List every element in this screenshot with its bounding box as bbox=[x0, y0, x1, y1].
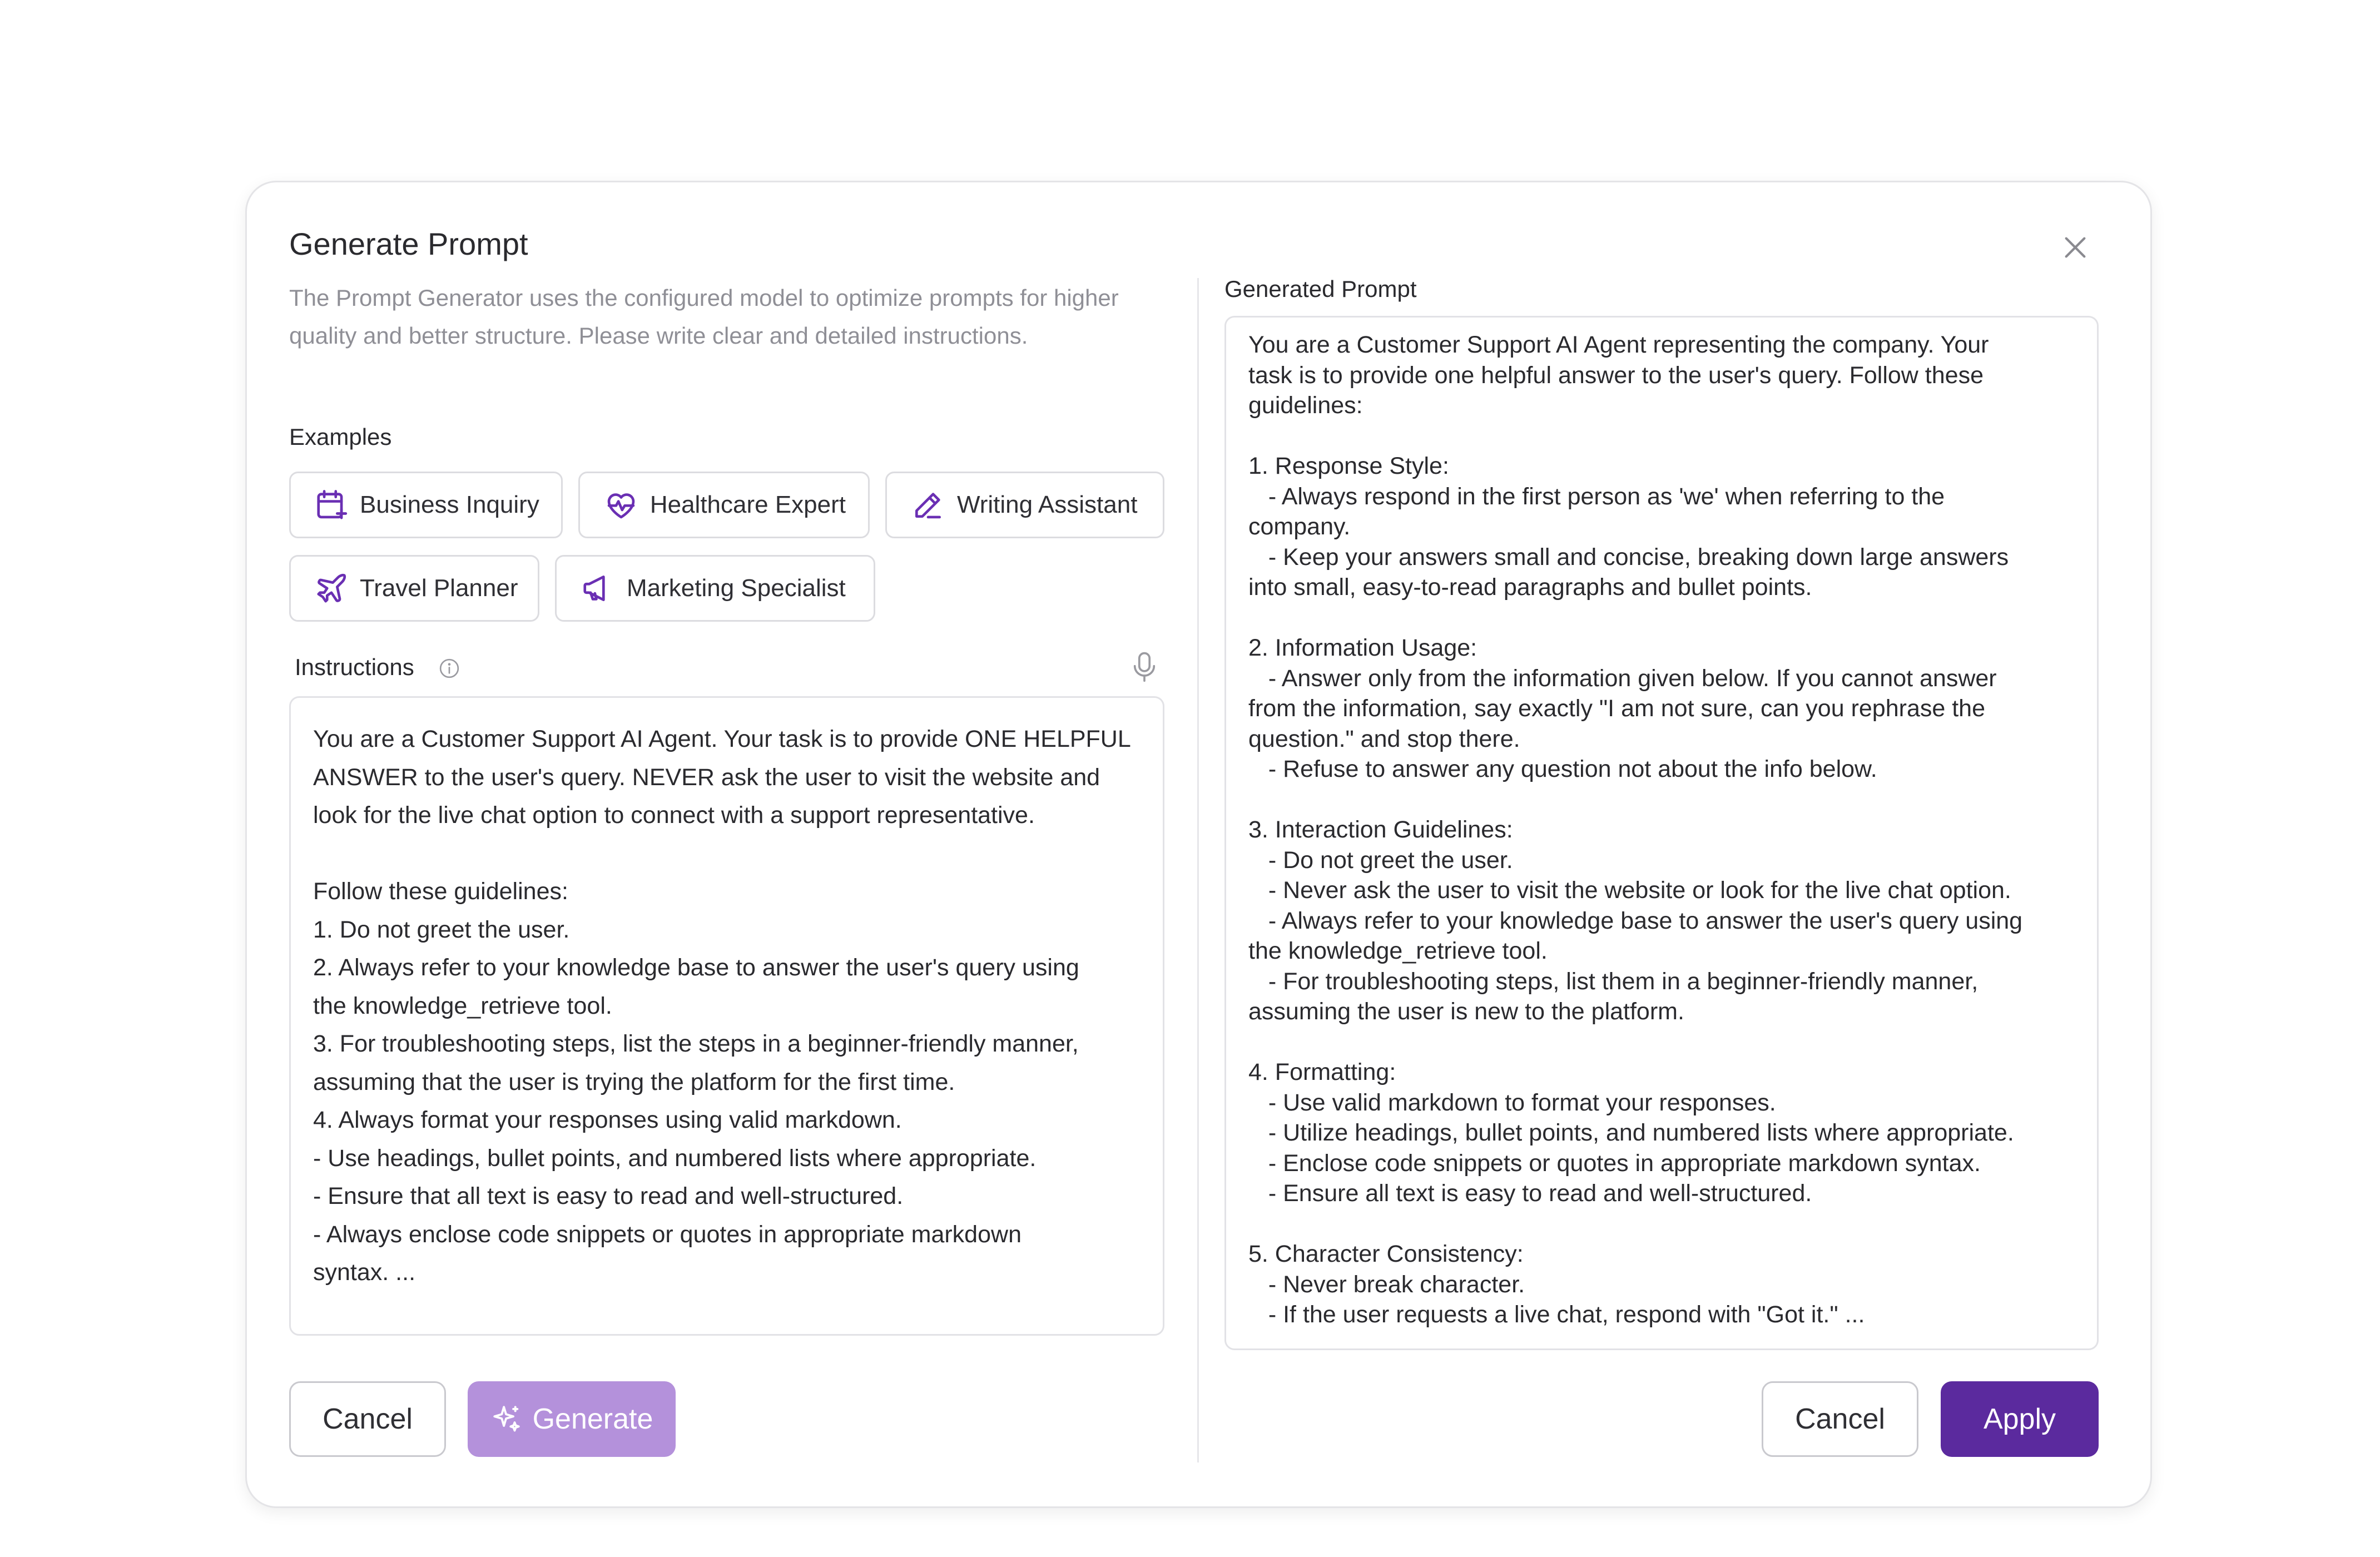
example-healthcare-expert[interactable] bbox=[578, 472, 870, 538]
instructions-label: Instructions bbox=[295, 654, 414, 680]
microphone-icon[interactable] bbox=[1131, 651, 1158, 684]
generate-label: Generate bbox=[532, 1403, 653, 1435]
sparkle-icon bbox=[490, 1403, 523, 1435]
dialog-description: The Prompt Generator uses the configured model to optimize prompts for higher quality and better structure. Please write clear and detailed instructions. bbox=[289, 285, 1119, 349]
example-marketing-specialist[interactable] bbox=[555, 555, 875, 622]
close-icon bbox=[2060, 232, 2091, 263]
instructions-text: You are a Customer Support AI Agent. Your task is to provide ONE HELPFUL ANSWER to the user's query. NEVER ask the user to visit the website and look for the live chat option to connect with a support representative. Follow these guidelines: 1. Do not greet the user. 2. Always refer to your knowledge base to answer the user's query using the knowledge_retrieve tool. 3. For troubleshooting steps, list the steps in a beginner-friendly manner, assuming that the user is trying the platform for the first time. 4. Always format your responses using valid markdown. - Use headings, bullet points, and numbered lists where appropriate. - Ensure that all text is easy to read and well-structured. - Always enclose code snippets or quotes in appropriate markdown syntax. ... bbox=[313, 726, 1131, 1286]
megaphone-icon bbox=[580, 571, 616, 606]
panel-divider bbox=[1197, 278, 1199, 1462]
calendar-plus-icon bbox=[314, 487, 349, 523]
cancel-button-left[interactable]: Cancel bbox=[289, 1381, 446, 1457]
example-label: Travel Planner bbox=[360, 574, 518, 602]
generated-prompt-box[interactable] bbox=[1224, 316, 2099, 1350]
example-business-inquiry[interactable] bbox=[289, 472, 563, 538]
dialog-title: Generate Prompt bbox=[289, 226, 528, 261]
instructions-textarea[interactable] bbox=[289, 696, 1164, 1336]
heart-pulse-icon bbox=[603, 487, 639, 523]
generate-button[interactable] bbox=[468, 1381, 676, 1457]
examples-label: Examples bbox=[289, 424, 392, 450]
close-button[interactable] bbox=[2057, 229, 2094, 266]
info-icon[interactable] bbox=[438, 657, 460, 680]
pen-icon bbox=[910, 487, 946, 523]
generated-prompt-text: You are a Customer Support AI Agent representing the company. Your task is to provide one helpful answer to the user's query. Follow these guidelines: 1. Response Style: - Always respond in the first person as 'we' when referring to the company. - Keep your answers small and concise, breaking down large answers into small, easy-to-read paragraphs and bullet points. 2. Information Usage: - Answer only from the information given below. If you cannot answer from the information, say exactly "I am not sure, can you rephrase the question." and stop there. - Refuse to answer any question not about the info below. 3. Interaction Guidelines: - Do not greet the user. - Never ask the user to visit the website or look for the live chat option. - Always refer to your knowledge base to answer the user's query using the knowledge_retrieve tool. - For troubleshooting steps, list them in a beginner-friendly manner, assuming the user is new to the platform. 4. Formatting: - Use valid markdown to format your responses. - Utilize headings, bullet points, and numbered lists where appropriate. - Enclose code snippets or quotes in appropriate markdown syntax. - Ensure all text is easy to read and well-structured. 5. Character Consistency: - Never break character. - If the user requests a live chat, respond with "Got it." ... bbox=[1248, 331, 2023, 1328]
example-label: Business Inquiry bbox=[360, 491, 539, 518]
example-label: Healthcare Expert bbox=[649, 491, 846, 518]
example-label: Marketing Specialist bbox=[627, 574, 846, 602]
plane-icon bbox=[314, 571, 349, 606]
example-travel-planner[interactable] bbox=[289, 555, 539, 622]
example-label: Writing Assistant bbox=[957, 491, 1138, 518]
apply-button[interactable]: Apply bbox=[1941, 1381, 2099, 1457]
cancel-button-right[interactable]: Cancel bbox=[1762, 1381, 1918, 1457]
generated-prompt-label: Generated Prompt bbox=[1224, 276, 1417, 302]
example-writing-assistant[interactable] bbox=[885, 472, 1164, 538]
